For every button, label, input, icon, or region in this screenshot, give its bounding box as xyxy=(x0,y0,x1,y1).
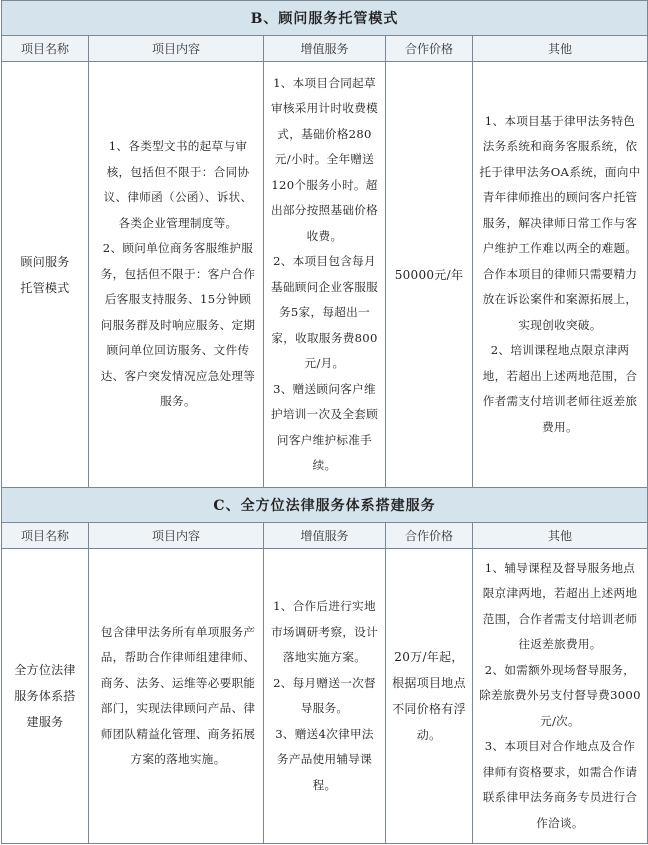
section-c-value-added xyxy=(264,549,386,844)
section-c-price: 20万/年起，根据项目地点不同价格有浮动。 xyxy=(386,549,473,844)
section-b-row xyxy=(2,62,648,488)
header-price: 合作价格 xyxy=(386,523,473,549)
section-c-row xyxy=(2,549,648,844)
section-b-content-item: 2、顾问单位商务客服维护服务，包括但不限于：客户合作后客服支持服务、15分钟顾问服务群及时响应服务、定期顾问单位回访服务、文件传达、客户突发情况应急处理等服务。 xyxy=(100,241,256,409)
section-b-other-item: 2、培训课程地点限京津两地，若超出上述两地范围，合作者需支付培训老师往返差旅费用。 xyxy=(482,343,638,434)
section-c-other-item: 2、如需额外现场督导服务，除差旅费外另支付督导费3000元/次。 xyxy=(479,662,641,728)
header-content: 项目内容 xyxy=(89,36,264,62)
header-content: 项目内容 xyxy=(89,523,264,549)
header-price: 合作价格 xyxy=(386,36,473,62)
header-value-added: 增值服务 xyxy=(264,523,386,549)
section-b-value-item: 1、本项目合同起草审核采用计时收费模式，基础价格280元/小时。全年赠送120个服务小时。超出部分按照基础价格收费。 xyxy=(270,75,379,243)
section-b-other xyxy=(473,62,648,488)
header-other: 其他 xyxy=(473,523,648,549)
section-b-value-item: 3、赠送顾问客户维护培训一次及全套顾问客户维护标准手续。 xyxy=(270,381,379,472)
section-c-other xyxy=(473,549,648,844)
section-b-name: 顾问服务托管模式 xyxy=(2,62,89,488)
header-other: 其他 xyxy=(473,36,648,62)
section-b-other-item: 1、本项目基于律甲法务特色法务系统和商务客服系统，依托于律甲法务OA系统，面向中青年律师推出的顾问客户托管服务，解决律师日常工作与客户维护工作难以两全的难题。合作本项目的律师只需要精力放在诉讼案件和案源拓展上，实现创收突破。 xyxy=(479,113,641,332)
section-c-other-item: 1、辅导课程及督导服务地点限京津两地，若超出上述两地范围，合作者需支付培训老师往返差旅费用。 xyxy=(482,560,638,652)
section-c-content xyxy=(89,549,264,844)
section-c-value-item: 3、赠送4次律甲法务产品使用辅导课程。 xyxy=(275,726,374,792)
section-c-header-row xyxy=(2,523,648,549)
header-name: 项目名称 xyxy=(2,523,89,549)
section-b-value-added xyxy=(264,62,386,488)
header-value-added: 增值服务 xyxy=(264,36,386,62)
section-c-other-item: 3、本项目对合作地点及合作律师有资格要求，如需合作请联系律甲法务商务专员进行合作洽谈。 xyxy=(482,739,638,830)
service-table xyxy=(1,0,648,844)
section-b-value-item: 2、本项目包含每月基础顾问企业客服服务5家，每超出一家，收取服务费800元/月。 xyxy=(270,254,379,370)
section-b-content xyxy=(89,62,264,488)
section-c-content-item: 包含律甲法务所有单项服务产品，帮助合作律师组建律师、商务、法务、运维等必要职能部门，实现法律顾问产品、律师团队精益化管理、商务拓展方案的落地实施。 xyxy=(100,624,256,766)
section-b-title: B、顾问服务托管模式 xyxy=(2,1,648,36)
header-name: 项目名称 xyxy=(2,36,89,62)
section-c-value-item: 2、每月赠送一次督导服务。 xyxy=(273,675,376,715)
section-b-header-row xyxy=(2,36,648,62)
section-b-content-item: 1、各类型文书的起草与审核，包括但不限于：合同协议、律师函（公函）、诉状、各类企业管理制度等。 xyxy=(103,139,253,230)
section-c-title: C、全方位法律服务体系搭建服务 xyxy=(2,488,648,523)
section-b-price: 50000元/年 xyxy=(386,62,473,488)
section-c-value-item: 1、合作后进行实地市场调研考察，设计落地实施方案。 xyxy=(270,599,379,664)
section-c-name: 全方位法律服务体系搭建服务 xyxy=(2,549,89,844)
